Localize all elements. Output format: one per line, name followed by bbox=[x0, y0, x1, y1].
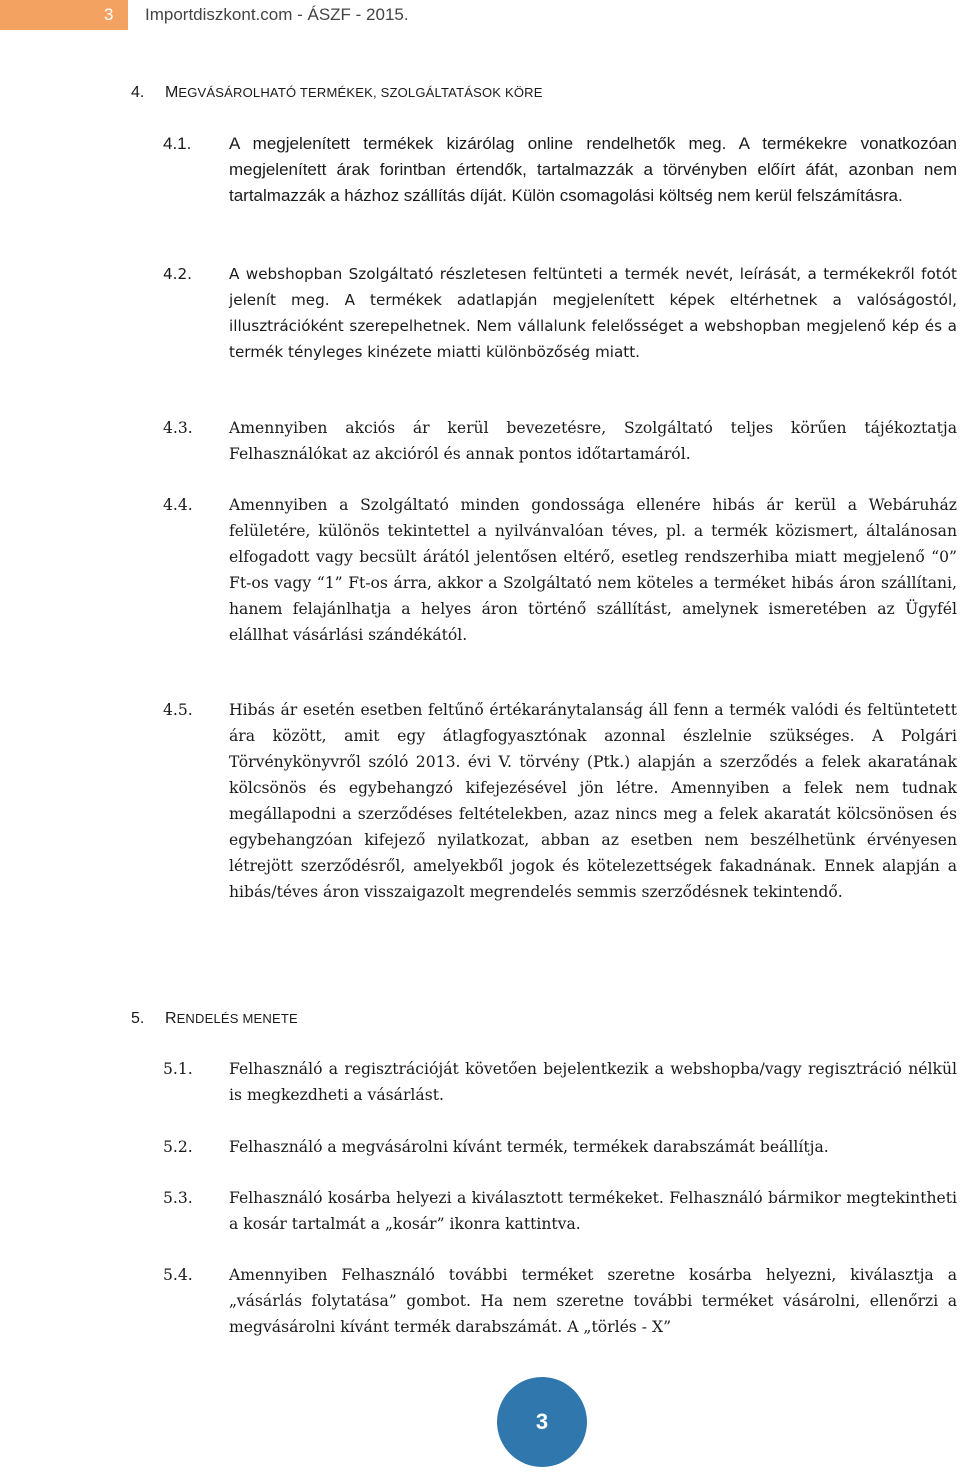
section-5-heading bbox=[131, 1010, 298, 1028]
section-number: 4. bbox=[131, 84, 145, 101]
clause-number: 4.5. bbox=[163, 701, 193, 719]
footer-page-number: 3 bbox=[497, 1377, 587, 1467]
section-title-initial: R bbox=[165, 1010, 177, 1027]
clause-text: A megjelenített termékek kizárólag online rendelhetők meg. A termékekre vonatkozóan megjelenített árak forintban értendők, tartalmazzák a törvényben előírt áfát, azonban nem tartalmazzák a házhoz szállítás díját. Külön csomagolási költség nem kerül felszámításra. bbox=[229, 134, 957, 205]
clause-text: Felhasználó a regisztrációját követően bejelentkezik a webshopba/vagy regisztráció nélkül is megkezdheti a vásárlást. bbox=[229, 1060, 957, 1104]
clause-number: 5.1. bbox=[163, 1060, 193, 1078]
section-title-initial: M bbox=[165, 84, 179, 101]
clause-number: 4.2. bbox=[163, 265, 192, 283]
clause-text: Felhasználó kosárba helyezi a kiválasztott termékeket. Felhasználó bármikor megtekintheti a kosár tartalmát a „kosár” ikonra kattintva. bbox=[229, 1189, 957, 1233]
header-page-number: 3 bbox=[0, 0, 128, 30]
clause-text: Amennyiben Felhasználó további terméket szeretne kosárba helyezni, kiválasztja a „vásárlás folytatása” gombot. Ha nem szeretne további terméket vásárolni, ellenőrzi a megvásárolni kívánt termék darabszámát. A „törlés - X” bbox=[229, 1266, 957, 1336]
section-4-heading bbox=[131, 84, 543, 102]
clause-text: Amennyiben akciós ár kerül bevezetésre, Szolgáltató teljes körűen tájékoztatja Felhasználókat az akcióról és annak pontos időtartamáról. bbox=[229, 419, 957, 463]
clause-number: 5.2. bbox=[163, 1138, 193, 1156]
clause-text: A webshopban Szolgáltató részletesen feltünteti a termék nevét, leírását, a termékekről fotót jelenít meg. A termékek adatlapján megjelenített képek eltérhetnek a valóságostól, illusztrációként szerepelhetnek. Nem vállalunk felelősséget a webshopban megjelenő kép és a termék tényleges kinézete miatti különbözőség miatt. bbox=[229, 265, 957, 361]
section-title-rest: ENDELÉS MENETE bbox=[176, 1011, 298, 1026]
clause-number: 4.4. bbox=[163, 496, 193, 514]
clause-text: Amennyiben a Szolgáltató minden gondossága ellenére hibás ár kerül a Webáruház felületére, különös tekintettel a nyilvánvalóan téves, pl. a termék közismert, általánosan elfogadott vagy becsült árától jelentősen eltérő, esetleg rendszerhiba miatt megjelenő “0” Ft-os vagy “1” Ft-os árra, akkor a Szolgáltató nem köteles a terméket hibás áron szállítani, hanem felajánlhatja a helyes áron történő szállítást, amelynek ismeretében az Ügyfél elállhat vásárlási szándékától. bbox=[229, 496, 957, 644]
clause-text: Hibás ár esetén esetben feltűnő értékaránytalanság áll fenn a termék valódi és feltüntetett ára között, amit egy átlagfogyasztónak azonnal észlelnie szükséges. A Polgári Törvénykönyvről szóló 2013. évi V. törvény (Ptk.) alapján a szerződés a felek akaratának kölcsönös és egybehangzó kifejezésével jön létre. Amennyiben a felek nem tudnak megállapodni a szerződéses feltételekben, azaz nincs meg a felek akaratát kölcsönösen és egybehangzóan kifejező nyilatkozat, abban az esetben nem beszélhetünk érvényesen létrejött szerződésről, amelyekből jogok és kötelezettségek fakadnának. Ennek alapján a hibás/téves áron visszaigazolt megrendelés semmis szerződésnek tekintendő. bbox=[229, 701, 957, 901]
header-title: Importdiszkont.com - ÁSZF - 2015. bbox=[145, 5, 409, 24]
clause-number: 4.3. bbox=[163, 419, 193, 437]
section-number: 5. bbox=[131, 1010, 145, 1027]
clause-number: 5.3. bbox=[163, 1189, 193, 1207]
clause-text: Felhasználó a megvásárolni kívánt termék, termékek darabszámát beállítja. bbox=[229, 1138, 829, 1156]
clause-number: 5.4. bbox=[163, 1266, 193, 1284]
clause-number: 4.1. bbox=[163, 134, 192, 153]
section-title-rest: EGVÁSÁROLHATÓ TERMÉKEK, SZOLGÁLTATÁSOK KÖRE bbox=[178, 85, 543, 100]
page-header bbox=[0, 0, 960, 30]
